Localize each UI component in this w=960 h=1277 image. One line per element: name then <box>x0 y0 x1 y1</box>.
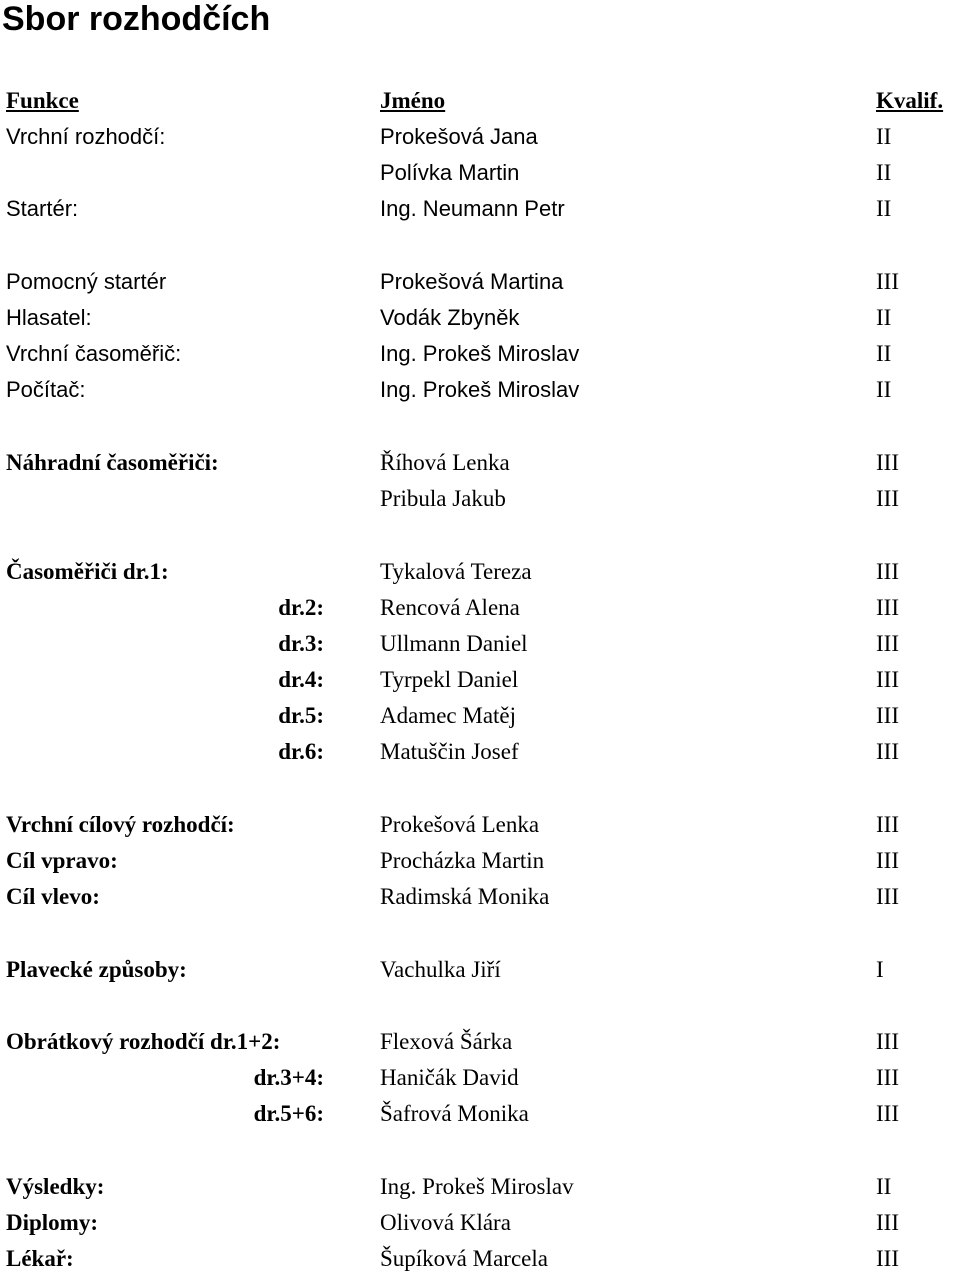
role-label: dr.5: <box>278 703 324 728</box>
person-name: Matuščin Josef <box>380 739 519 764</box>
role-label: dr.5+6: <box>253 1101 324 1126</box>
table-row <box>0 336 960 372</box>
table-row <box>0 590 960 626</box>
person-name: Adamec Matěj <box>380 703 517 728</box>
qualification: III <box>876 884 899 909</box>
role-label: Lékař: <box>6 1246 74 1271</box>
table-row <box>0 952 960 988</box>
person-name: Polívka Martin <box>380 160 520 185</box>
table-row <box>0 734 960 770</box>
person-name: Tyrpekl Daniel <box>380 667 519 692</box>
person-name: Prokešová Lenka <box>380 812 540 837</box>
person-name: Ing. Neumann Petr <box>380 196 565 221</box>
qualification: III <box>876 1101 899 1126</box>
role-label: Vrchní cílový rozhodčí: <box>6 812 235 837</box>
role-label: Pomocný startér <box>6 269 167 294</box>
role-label: Vrchní časoměřič: <box>6 341 182 366</box>
table-row <box>0 264 960 300</box>
table-row <box>0 1169 960 1205</box>
qualification: III <box>876 559 899 584</box>
role-label: Startér: <box>6 196 79 221</box>
person-name: Olivová Klára <box>380 1210 511 1235</box>
person-name: Pribula Jakub <box>380 486 506 511</box>
person-name: Prokešová Jana <box>380 124 538 149</box>
person-name: Ullmann Daniel <box>380 631 528 656</box>
qualification: III <box>876 486 899 511</box>
person-name: Vachulka Jiří <box>380 957 501 982</box>
qualification: II <box>876 1174 892 1199</box>
person-name: Ing. Prokeš Miroslav <box>380 341 580 366</box>
person-name: Vodák Zbyněk <box>380 305 520 330</box>
table-row <box>0 155 960 191</box>
person-name: Tykalová Tereza <box>380 559 532 584</box>
qualification: II <box>876 160 892 185</box>
qualification: II <box>876 377 892 402</box>
role-label: Vrchní rozhodčí: <box>6 124 166 149</box>
qualification: III <box>876 631 899 656</box>
qualification: III <box>876 848 899 873</box>
qualification: III <box>876 1246 899 1271</box>
person-name: Radimská Monika <box>380 884 550 909</box>
role-label: dr.4: <box>278 667 324 692</box>
table-row <box>0 879 960 915</box>
column-header-jmeno: Jméno <box>380 88 446 113</box>
table-row <box>0 481 960 517</box>
role-label: Časoměřiči dr.1: <box>6 559 169 584</box>
qualification: II <box>876 196 892 221</box>
table-row <box>0 807 960 843</box>
role-label: Cíl vlevo: <box>6 884 100 909</box>
table-row <box>0 662 960 698</box>
role-label: Náhradní časoměřiči: <box>6 450 219 475</box>
table-row <box>0 1060 960 1096</box>
column-header-funkce: Funkce <box>6 88 79 113</box>
role-label: dr.6: <box>278 739 324 764</box>
person-name: Rencová Alena <box>380 595 520 620</box>
person-name: Haničák David <box>380 1065 519 1090</box>
qualification: III <box>876 667 899 692</box>
table-row <box>0 626 960 662</box>
person-name: Ing. Prokeš Miroslav <box>380 1174 574 1199</box>
role-label: Diplomy: <box>6 1210 98 1235</box>
qualification: III <box>876 1029 899 1054</box>
page-title: Sbor rozhodčích <box>2 0 271 38</box>
role-label: Plavecké způsoby: <box>6 957 187 982</box>
table-row <box>0 843 960 879</box>
qualification: I <box>876 957 884 982</box>
qualification: II <box>876 124 892 149</box>
qualification: III <box>876 595 899 620</box>
qualification: III <box>876 269 899 294</box>
qualification: III <box>876 1065 899 1090</box>
person-name: Ing. Prokeš Miroslav <box>380 377 580 402</box>
table-header <box>0 83 960 119</box>
role-label: dr.2: <box>278 595 324 620</box>
person-name: Flexová Šárka <box>380 1029 513 1054</box>
table-row <box>0 698 960 734</box>
table-row <box>0 300 960 336</box>
role-label: dr.3+4: <box>253 1065 324 1090</box>
person-name: Říhová Lenka <box>380 450 510 475</box>
person-name: Šafrová Monika <box>380 1101 529 1126</box>
qualification: III <box>876 739 899 764</box>
person-name: Procházka Martin <box>380 848 545 873</box>
column-header-kvalif: Kvalif. <box>876 88 944 113</box>
table-row <box>0 372 960 408</box>
person-name: Prokešová Martina <box>380 269 564 294</box>
role-label: dr.3: <box>278 631 324 656</box>
role-label: Obrátkový rozhodčí dr.1+2: <box>6 1029 281 1054</box>
person-name: Šupíková Marcela <box>380 1246 548 1271</box>
table-row <box>0 1096 960 1132</box>
table-row <box>0 1205 960 1241</box>
table-row <box>0 1024 960 1060</box>
qualification: III <box>876 703 899 728</box>
role-label: Výsledky: <box>6 1174 105 1199</box>
role-label: Počítač: <box>6 377 86 402</box>
table-row <box>0 554 960 590</box>
role-label: Cíl vpravo: <box>6 848 118 873</box>
qualification: III <box>876 1210 899 1235</box>
qualification: II <box>876 305 892 330</box>
qualification: III <box>876 812 899 837</box>
qualification: III <box>876 450 899 475</box>
table-row <box>0 191 960 227</box>
role-label: Hlasatel: <box>6 305 92 330</box>
table-row <box>0 445 960 481</box>
qualification: II <box>876 341 892 366</box>
table-row <box>0 119 960 155</box>
table-row <box>0 1241 960 1277</box>
